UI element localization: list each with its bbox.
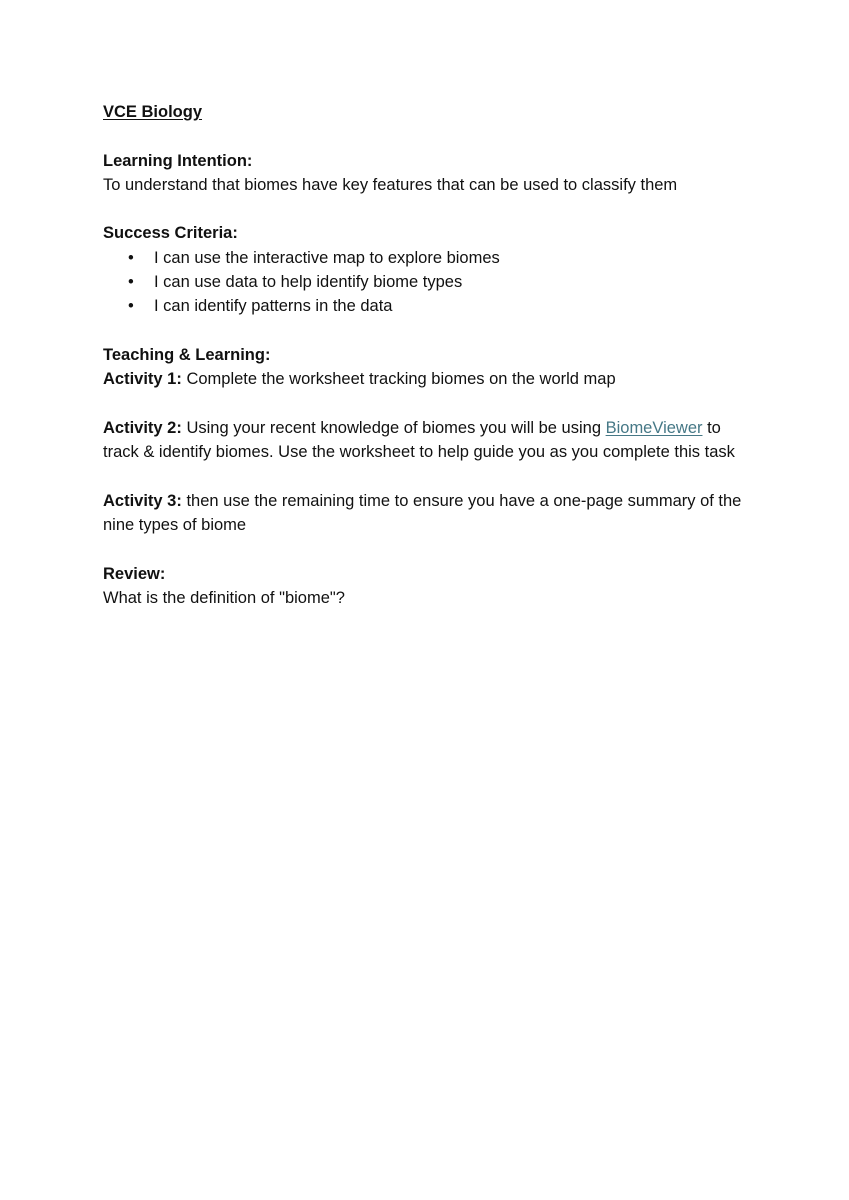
list-item <box>103 246 753 270</box>
document-title: VCE Biology <box>103 103 203 121</box>
bullet-icon: • <box>128 248 134 267</box>
activity-3-line-2: nine types of biome <box>103 516 247 535</box>
list-item <box>103 270 753 294</box>
list-item <box>103 294 753 318</box>
document-page <box>103 100 753 610</box>
activity-3-text: then use the remaining time to ensure you have a one-page summary of the <box>181 491 742 510</box>
bullet-icon: • <box>128 273 134 292</box>
activity-1-label: Activity 1: <box>103 370 182 389</box>
bullet-icon: • <box>128 297 134 316</box>
teaching-learning-heading: Teaching & Learning: <box>103 345 271 364</box>
activity-2-text-after: to <box>702 418 721 437</box>
activity-3 <box>103 489 753 513</box>
spacer <box>103 197 753 221</box>
success-criteria-heading: Success Criteria: <box>103 224 238 243</box>
criteria-item-text: I can use the interactive map to explore biomes <box>154 248 500 267</box>
biomeviewer-link[interactable]: BiomeViewer <box>605 418 703 437</box>
spacer <box>103 319 753 343</box>
criteria-item-text: I can use data to help identify biome types <box>154 273 463 292</box>
spacer <box>103 464 753 488</box>
success-criteria-list <box>103 246 753 319</box>
review-question: What is the definition of "biome"? <box>103 588 345 607</box>
activity-3-label: Activity 3: <box>103 491 182 510</box>
activity-2-text: Using your recent knowledge of biomes you will be using <box>181 418 606 437</box>
activity-1-text: Complete the worksheet tracking biomes on the world map <box>181 370 616 389</box>
spacer <box>103 124 753 148</box>
spacer <box>103 537 753 561</box>
activity-2-line-2: track & identify biomes. Use the worksheet to help guide you as you complete this task <box>103 443 735 462</box>
activity-1 <box>103 367 753 391</box>
activity-2 <box>103 416 753 440</box>
review-heading: Review: <box>103 564 166 583</box>
learning-intention-heading: Learning Intention: <box>103 151 253 170</box>
criteria-item-text: I can identify patterns in the data <box>154 297 393 316</box>
learning-intention-text: To understand that biomes have key features that can be used to classify them <box>103 175 678 194</box>
activity-2-label: Activity 2: <box>103 418 182 437</box>
spacer <box>103 392 753 416</box>
